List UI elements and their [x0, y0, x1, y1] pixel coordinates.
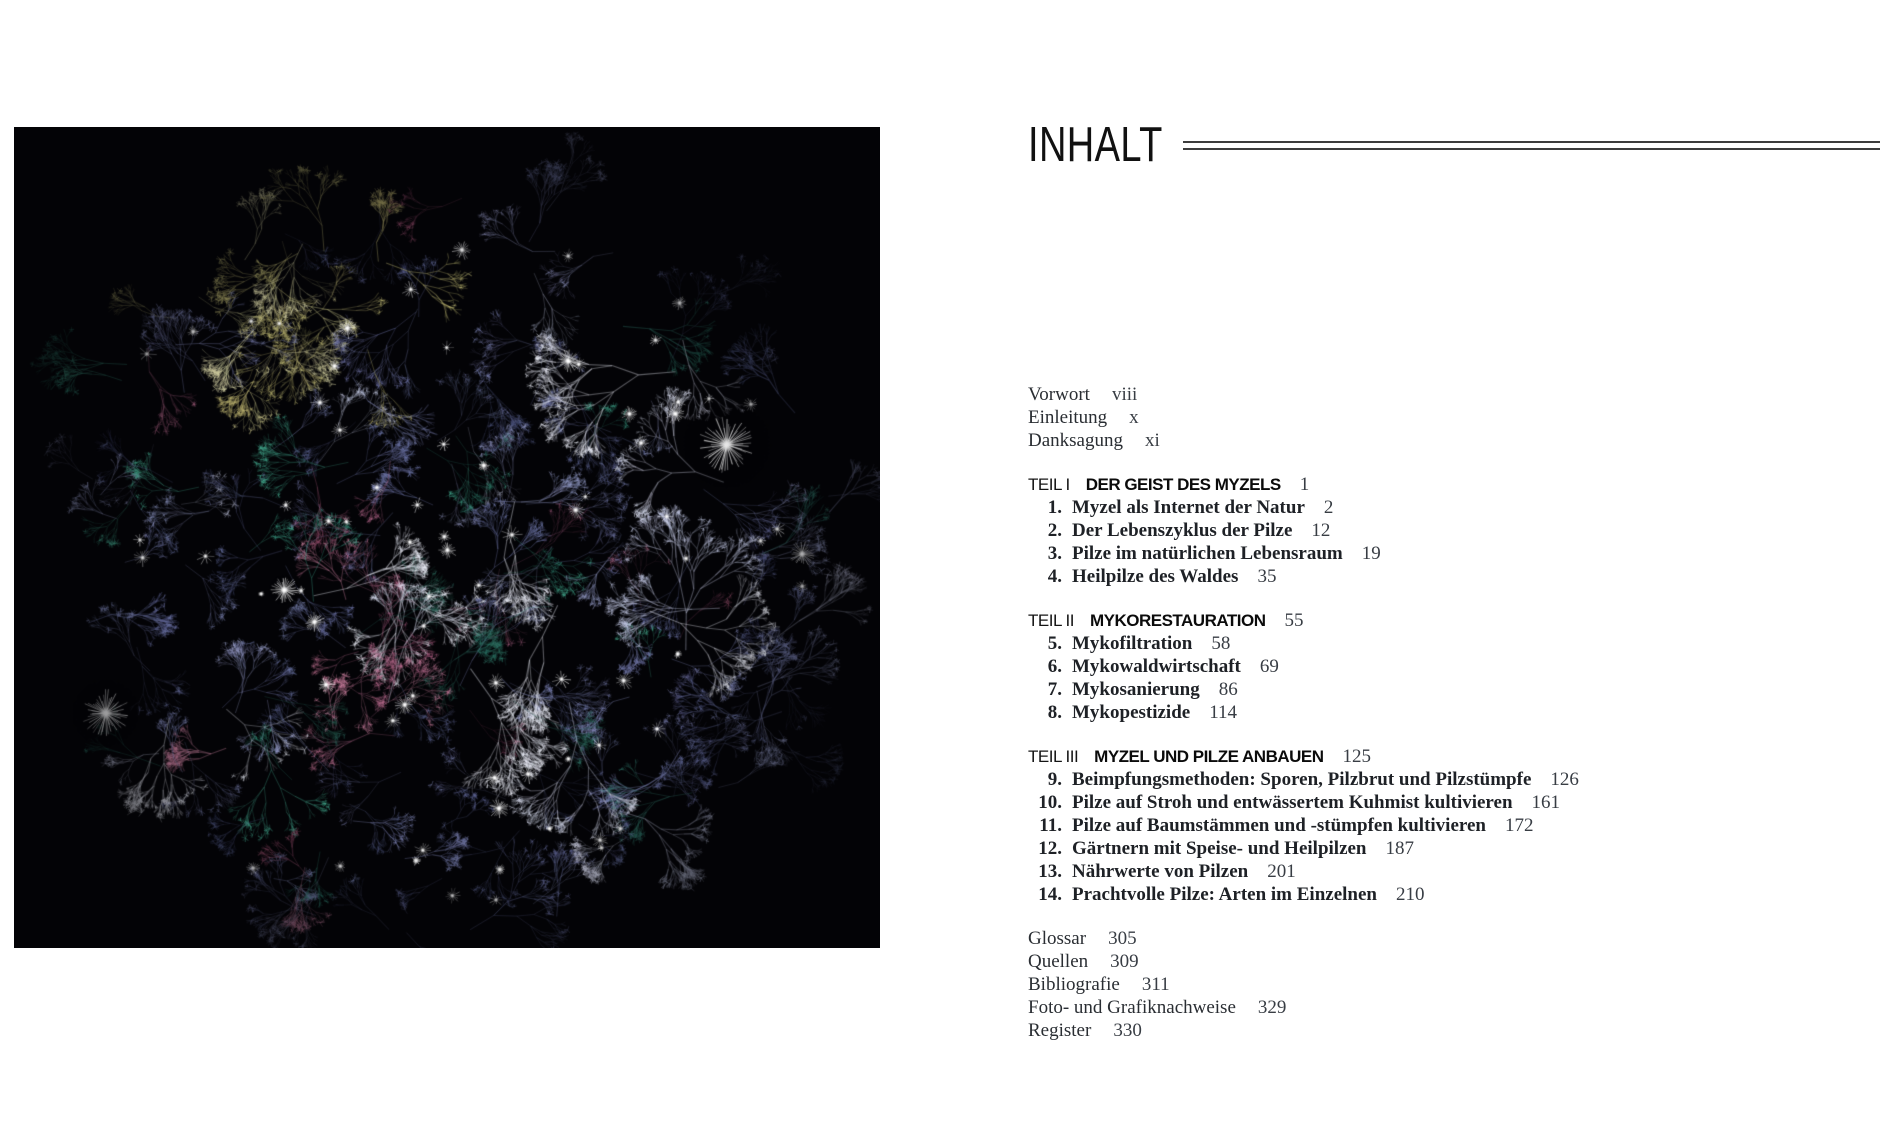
toc-part-1	[1028, 473, 1880, 588]
entry-page: 305	[1108, 928, 1137, 949]
chapter-number: 12.	[1038, 838, 1062, 859]
mycelium-artwork-frame	[14, 127, 880, 948]
entry-page: x	[1129, 407, 1139, 428]
chapter-page: 58	[1211, 633, 1231, 654]
chapter-entry	[1028, 519, 1880, 542]
toc-entry	[1028, 973, 1880, 996]
title-double-rule	[1183, 141, 1880, 150]
title-wrap	[1028, 117, 1165, 172]
chapter-page: 210	[1395, 884, 1425, 905]
chapter-page: 2	[1323, 497, 1334, 518]
chapter-entry	[1028, 768, 1880, 791]
chapter-entry	[1028, 565, 1880, 588]
toc-entry	[1028, 1019, 1880, 1042]
chapter-entry	[1028, 655, 1880, 678]
chapter-title: Beimpfungsmethoden: Sporen, Pilzbrut und Pilzstümpfe	[1072, 769, 1532, 790]
part-heading	[1028, 609, 1880, 632]
toc-entry	[1028, 927, 1880, 950]
chapter-entry	[1028, 814, 1880, 837]
chapter-entry	[1028, 860, 1880, 883]
chapter-number: 6.	[1047, 656, 1062, 677]
entry-page: xi	[1144, 430, 1160, 451]
table-of-contents	[1028, 383, 1880, 1042]
chapter-title: Myzel als Internet der Natur	[1072, 497, 1305, 518]
part-title: MYZEL UND PILZE ANBAUEN	[1094, 747, 1324, 766]
chapter-entry	[1028, 678, 1880, 701]
chapter-number: 14.	[1038, 884, 1062, 905]
chapter-title: Pilze auf Stroh und entwässertem Kuhmist kultivieren	[1072, 792, 1513, 813]
entry-label: Foto- und Grafiknachweise	[1028, 997, 1236, 1018]
chapter-number: 4.	[1047, 566, 1062, 587]
entry-page: viii	[1111, 384, 1138, 405]
entry-page: 329	[1257, 997, 1287, 1018]
title-row	[1028, 119, 1880, 171]
toc-entry	[1028, 383, 1880, 406]
mycelium-network-image	[14, 127, 880, 948]
chapter-page: 69	[1259, 656, 1279, 677]
entry-label: Danksagung	[1028, 430, 1123, 451]
chapter-entry	[1028, 883, 1880, 906]
toc-entry	[1028, 950, 1880, 973]
chapter-title: Mykofiltration	[1072, 633, 1193, 654]
chapter-number: 1.	[1047, 497, 1062, 518]
toc-entry	[1028, 996, 1880, 1019]
chapter-entry	[1028, 837, 1880, 860]
chapter-number: 9.	[1047, 769, 1062, 790]
chapter-page: 187	[1385, 838, 1414, 859]
part-heading	[1028, 473, 1880, 496]
entry-page: 309	[1110, 951, 1139, 972]
part-page: 55	[1284, 610, 1304, 631]
chapter-number: 2.	[1047, 520, 1062, 541]
part-title: MYKORESTAURATION	[1089, 611, 1266, 630]
chapter-entry	[1028, 632, 1880, 655]
chapter-entry	[1028, 701, 1880, 724]
part-label: TEIL I	[1028, 475, 1070, 494]
chapter-page: 35	[1257, 566, 1277, 587]
chapter-number: 13.	[1038, 861, 1062, 882]
entry-page: 330	[1113, 1020, 1142, 1041]
chapter-page: 161	[1531, 792, 1561, 813]
chapter-number: 11.	[1039, 815, 1062, 836]
chapter-number: 7.	[1047, 679, 1062, 700]
toc-part-2	[1028, 609, 1880, 724]
front-matter-section	[1028, 383, 1880, 452]
toc-entry	[1028, 406, 1880, 429]
chapter-number: 10.	[1038, 792, 1062, 813]
chapter-entry	[1028, 791, 1880, 814]
chapter-entry	[1028, 496, 1880, 519]
chapter-page: 201	[1267, 861, 1296, 882]
chapter-page: 172	[1504, 815, 1534, 836]
entry-label: Quellen	[1028, 951, 1089, 972]
entry-label: Register	[1028, 1020, 1092, 1041]
chapter-page: 12	[1311, 520, 1331, 541]
chapter-page: 114	[1209, 702, 1238, 723]
chapter-title: Prachtvolle Pilze: Arten im Einzelnen	[1072, 884, 1377, 905]
entry-label: Einleitung	[1028, 407, 1108, 428]
part-heading	[1028, 745, 1880, 768]
chapter-title: Mykowaldwirtschaft	[1072, 656, 1241, 677]
back-matter-section	[1028, 927, 1880, 1042]
part-page: 125	[1342, 746, 1372, 767]
part-title: DER GEIST DES MYZELS	[1085, 475, 1281, 494]
page-title: INHALT	[1028, 117, 1163, 172]
chapter-page: 126	[1550, 769, 1579, 790]
entry-label: Bibliografie	[1028, 974, 1120, 995]
chapter-page: 86	[1218, 679, 1238, 700]
chapter-title: Pilze auf Baumstämmen und -stümpfen kultivieren	[1072, 815, 1486, 836]
chapter-page: 19	[1361, 543, 1381, 564]
part-label: TEIL II	[1028, 611, 1074, 630]
chapter-title: Pilze im natürlichen Lebensraum	[1072, 543, 1343, 564]
toc-entry	[1028, 429, 1880, 452]
chapter-entry	[1028, 542, 1880, 565]
toc-part-3	[1028, 745, 1880, 906]
part-label: TEIL III	[1028, 747, 1079, 766]
chapter-number: 8.	[1047, 702, 1062, 723]
chapter-title: Gärtnern mit Speise- und Heilpilzen	[1072, 838, 1367, 859]
entry-label: Vorwort	[1028, 384, 1090, 405]
chapter-title: Mykopestizide	[1072, 702, 1191, 723]
chapter-title: Mykosanierung	[1072, 679, 1200, 700]
part-page: 1	[1299, 474, 1310, 495]
chapter-number: 3.	[1047, 543, 1062, 564]
entry-label: Glossar	[1028, 928, 1087, 949]
chapter-title: Der Lebenszyklus der Pilze	[1072, 520, 1293, 541]
entry-page: 311	[1141, 974, 1170, 995]
chapter-number: 5.	[1047, 633, 1062, 654]
chapter-title: Heilpilze des Waldes	[1072, 566, 1239, 587]
chapter-title: Nährwerte von Pilzen	[1072, 861, 1249, 882]
